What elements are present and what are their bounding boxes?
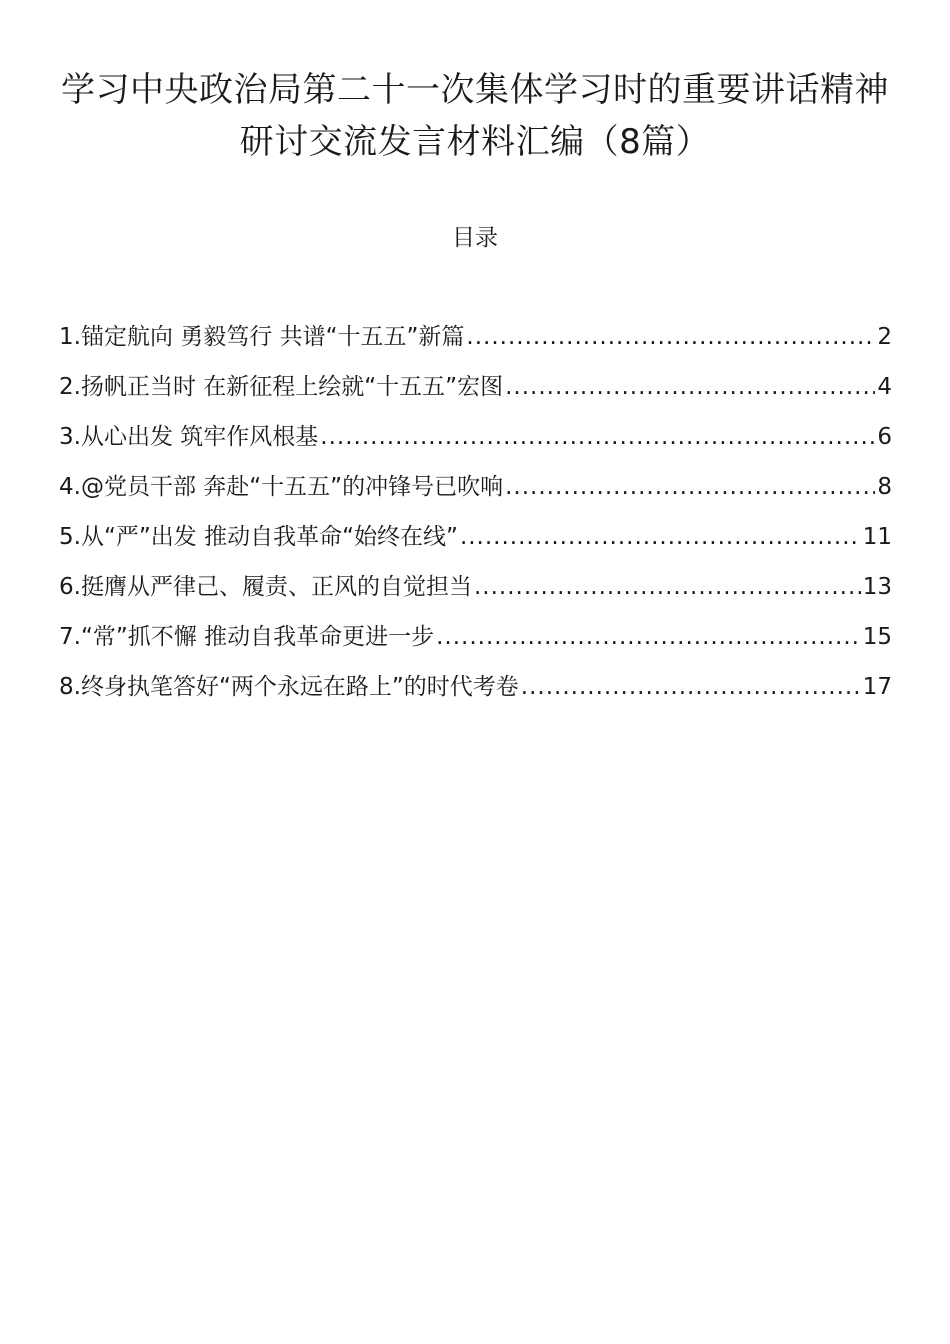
toc-entry-number: 5. xyxy=(59,524,81,550)
toc-entry[interactable] xyxy=(59,620,892,670)
toc-dot-leader xyxy=(521,670,861,704)
toc-entry-page: 6 xyxy=(877,424,892,450)
toc-entry-title: 锚定航向 勇毅笃行 共谱“十五五”新篇 xyxy=(80,324,465,350)
toc-entry-number: 3. xyxy=(59,424,81,450)
toc-entry-number: 2. xyxy=(59,374,81,400)
toc-entry-title: 扬帆正当时 在新征程上绘就“十五五”宏图 xyxy=(80,374,504,400)
toc-entry-title: 挺膺从严律己、履责、正风的自觉担当 xyxy=(80,574,472,600)
toc-entry-page: 2 xyxy=(877,324,892,350)
toc-entry-number: 8. xyxy=(59,674,81,700)
toc-entry[interactable] xyxy=(59,320,892,370)
toc-entry[interactable] xyxy=(59,570,892,620)
toc-entry-number: 6. xyxy=(59,574,81,600)
toc-entry-page: 15 xyxy=(862,624,892,650)
toc-dot-leader xyxy=(474,570,861,604)
toc-entry[interactable] xyxy=(59,670,892,720)
toc-entry-page: 17 xyxy=(862,674,892,700)
toc-heading: 目录 xyxy=(452,225,498,251)
toc-dot-leader xyxy=(436,620,861,654)
toc-entry[interactable] xyxy=(59,420,892,470)
toc-dot-leader xyxy=(505,470,875,504)
toc-dot-leader xyxy=(320,420,875,454)
toc-entry-title: 从“严”出发 推动自我革命“始终在线” xyxy=(80,524,458,550)
toc-entry-number: 4. xyxy=(59,474,81,500)
toc-entry[interactable] xyxy=(59,520,892,570)
toc-entry-title: 终身执笔答好“两个永远在路上”的时代考卷 xyxy=(80,674,519,700)
table-of-contents xyxy=(59,320,892,720)
toc-dot-leader xyxy=(460,520,861,554)
toc-entry-number: 7. xyxy=(59,624,81,650)
document-title: 学习中央政治局第二十一次集体学习时的重要讲话精神研讨交流发言材料汇编（8篇） xyxy=(61,70,889,162)
toc-entry-number: 1. xyxy=(59,324,81,350)
toc-entry[interactable] xyxy=(59,470,892,520)
toc-entry-title: “常”抓不懈 推动自我革命更进一步 xyxy=(80,624,435,650)
toc-entry-title: @党员干部 奔赴“十五五”的冲锋号已吹响 xyxy=(80,474,504,500)
toc-entry-page: 11 xyxy=(862,524,892,550)
toc-entry-page: 4 xyxy=(877,374,892,400)
toc-dot-leader xyxy=(505,370,875,404)
toc-entry-page: 13 xyxy=(862,574,892,600)
toc-entry-title: 从心出发 筑牢作风根基 xyxy=(80,424,319,450)
toc-dot-leader xyxy=(466,320,875,354)
toc-entry[interactable] xyxy=(59,370,892,420)
toc-entry-page: 8 xyxy=(877,474,892,500)
